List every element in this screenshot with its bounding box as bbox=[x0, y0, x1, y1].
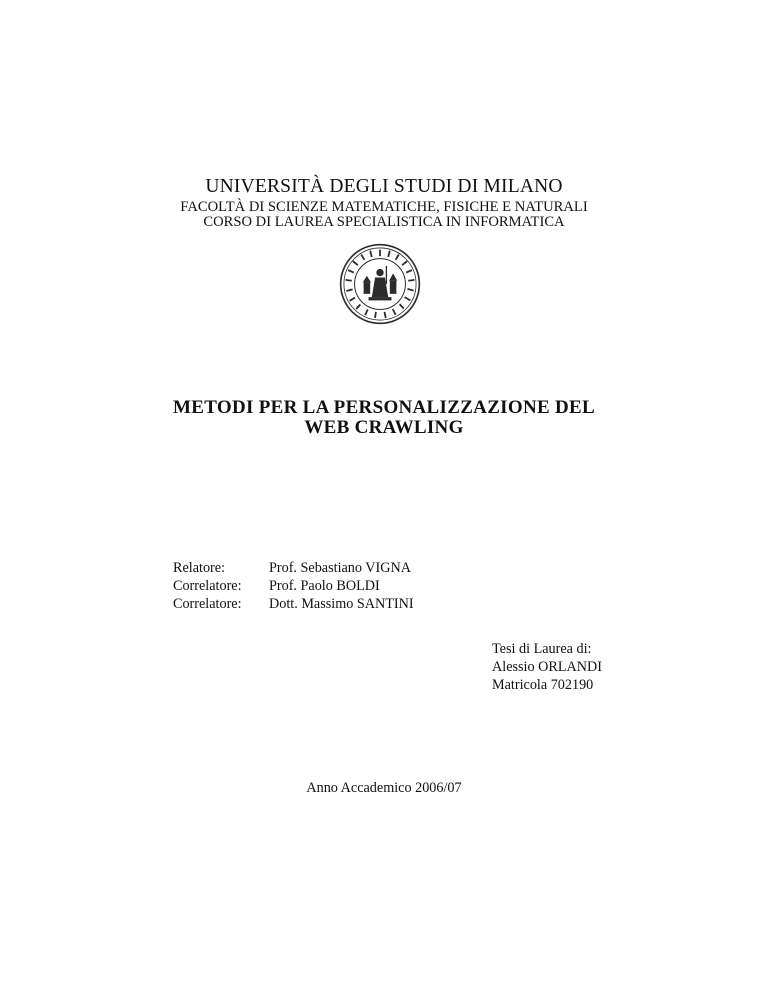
supervisor-role: Correlatore: bbox=[173, 578, 242, 594]
thesis-title-line-2: WEB CRAWLING bbox=[304, 417, 464, 438]
supervisor-row bbox=[173, 595, 414, 613]
candidate-id: Matricola 702190 bbox=[492, 677, 594, 693]
supervisor-role: Correlatore: bbox=[173, 596, 242, 612]
academic-year: Anno Accademico 2006/07 bbox=[306, 780, 462, 796]
supervisor-name: Prof. Paolo BOLDI bbox=[269, 578, 380, 594]
supervisor-role: Relatore: bbox=[173, 560, 225, 576]
supervisors-table bbox=[173, 559, 414, 613]
supervisor-name: Prof. Sebastiano VIGNA bbox=[269, 560, 411, 576]
candidate-label: Tesi di Laurea di: bbox=[492, 641, 592, 657]
faculty-name: FACOLTÀ DI SCIENZE MATEMATICHE, FISICHE E NATURALI bbox=[180, 199, 588, 215]
thesis-title-line-1: METODI PER LA PERSONALIZZAZIONE DEL bbox=[173, 397, 595, 418]
candidate-block bbox=[492, 640, 602, 694]
university-name: UNIVERSITÀ DEGLI STUDI DI MILANO bbox=[205, 176, 563, 197]
supervisor-row bbox=[173, 577, 414, 595]
university-seal-icon bbox=[339, 243, 421, 325]
supervisor-name: Dott. Massimo SANTINI bbox=[269, 596, 414, 612]
thesis-title bbox=[0, 398, 768, 438]
degree-course: CORSO DI LAUREA SPECIALISTICA IN INFORMATICA bbox=[203, 214, 565, 230]
supervisor-row bbox=[173, 559, 414, 577]
candidate-name: Alessio ORLANDI bbox=[492, 659, 602, 675]
